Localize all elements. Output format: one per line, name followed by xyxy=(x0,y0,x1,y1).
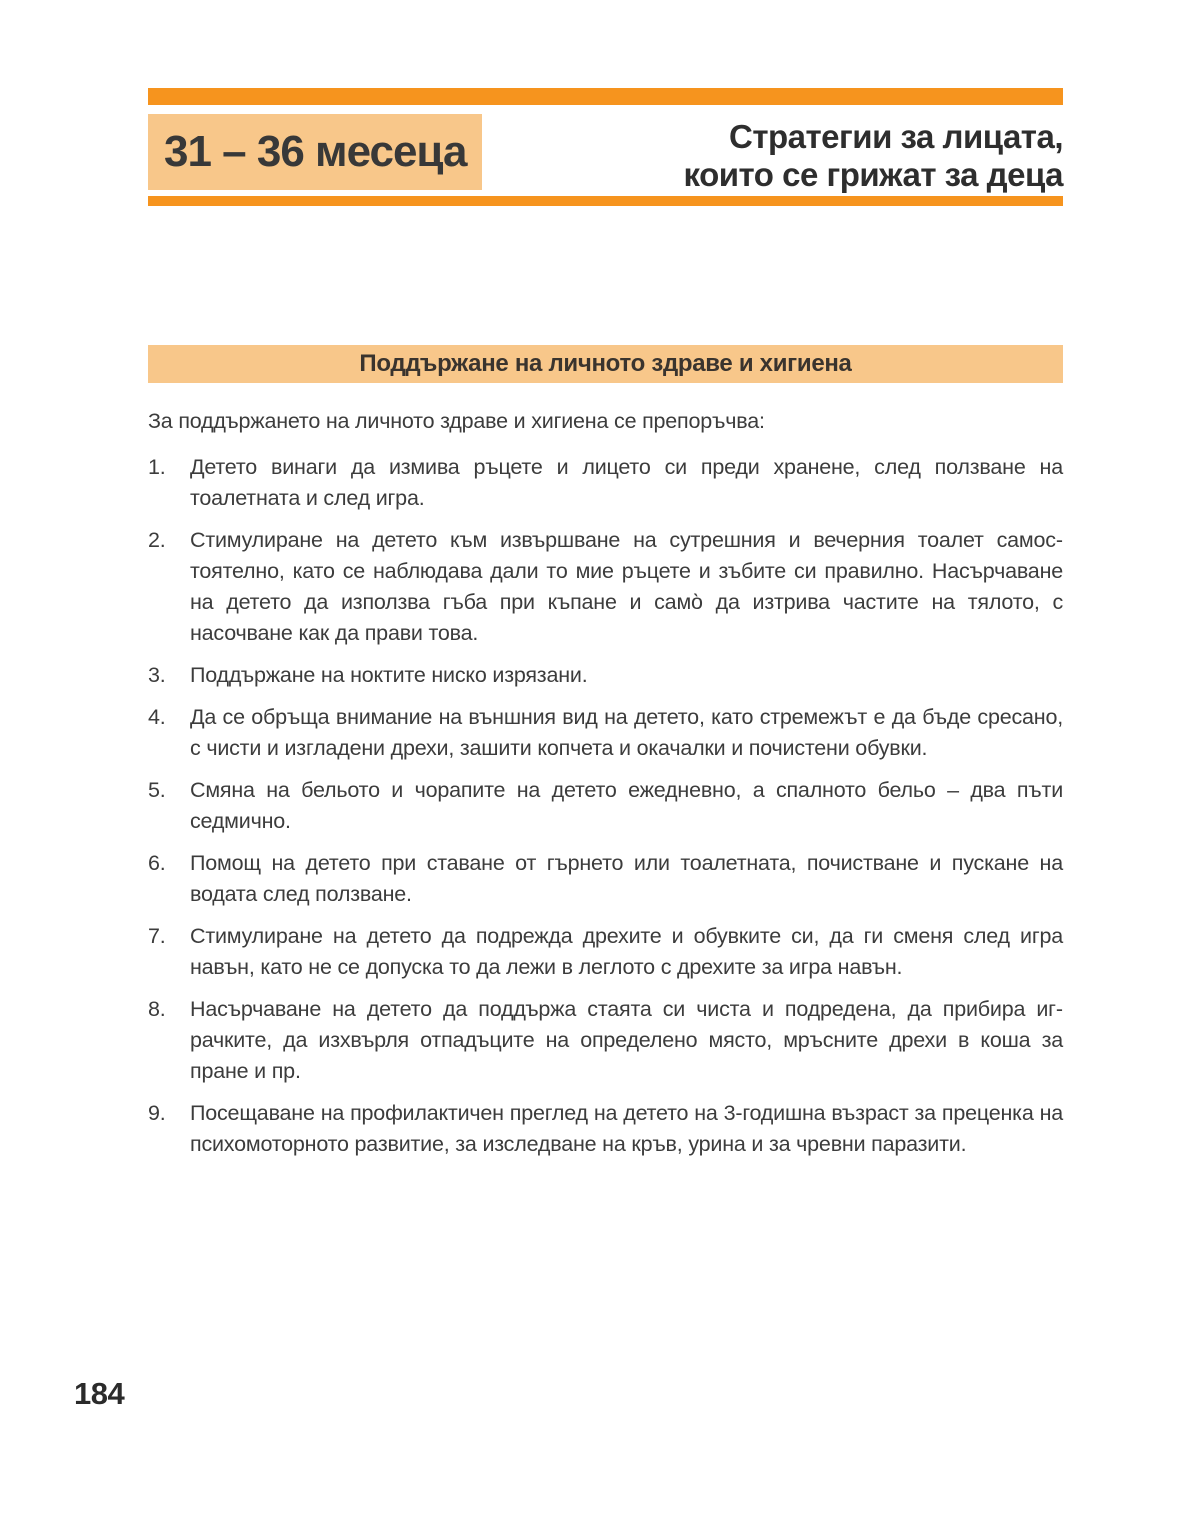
list-item xyxy=(148,921,1063,983)
list-item xyxy=(148,994,1063,1087)
intro-paragraph: За поддържането на личното здраве и хигиена се препоръчва: xyxy=(148,409,765,433)
page-number: 184 xyxy=(74,1376,125,1411)
list-item-text: Посещаване на профилактичен преглед на детето на 3-годишна възраст за преценка на психомоторното развитие, за изследване на кръв, урина и за чревни паразити. xyxy=(190,1101,1063,1156)
age-range-badge: 31 – 36 месеца xyxy=(148,114,482,190)
list-item xyxy=(148,1098,1063,1160)
list-item-number: 3. xyxy=(148,663,166,687)
list-item-number: 5. xyxy=(148,778,166,802)
list-item xyxy=(148,660,1063,691)
section-heading: Поддържане на личното здраве и хигиена xyxy=(148,345,1063,383)
page-title xyxy=(684,114,1063,194)
section-content xyxy=(148,406,1063,1171)
care-list xyxy=(148,452,1063,1160)
list-item xyxy=(148,848,1063,910)
list-item-text: Помощ на детето при ставане от гърнето или тоалетната, почистване и пускане на водата след ползване. xyxy=(190,851,1063,906)
list-item-number: 4. xyxy=(148,705,166,729)
list-item xyxy=(148,525,1063,649)
list-item xyxy=(148,702,1063,764)
list-item-number: 6. xyxy=(148,851,166,875)
list-item-text: Детето винаги да измива ръцете и лицето си преди хранене, след ползване на тоалетната и след игра. xyxy=(190,455,1063,510)
list-item-text: Стимулиране на детето да подрежда дрехите и обувките си, да ги сменя след игра навън, като не се допуска то да лежи в леглото с дрехите за игра навън. xyxy=(190,924,1063,979)
page-title-line1: Стратегии за лицата, xyxy=(729,118,1063,155)
list-item-text: Поддържане на ноктите ниско изрязани. xyxy=(190,663,588,687)
list-item-number: 2. xyxy=(148,528,166,552)
list-item xyxy=(148,452,1063,514)
list-item-number: 8. xyxy=(148,997,166,1021)
list-item-number: 1. xyxy=(148,455,166,479)
list-item-number: 7. xyxy=(148,924,166,948)
list-item-text: Да се обръща внимание на външния вид на детето, като стремежът е да бъде сресано, с чисти и изгладени дрехи, зашити копчета и окачалки и почистени обувки. xyxy=(190,705,1063,760)
list-item xyxy=(148,775,1063,837)
list-item-text: Стимулиране на детето към извършване на сутрешния и вечерния тоалет самостоятелно, като се наблюдава дали то мие ръцете и зъбите си правилно. Насърчаване на детето да използва гъба при къпане и само̀ да изтрива частите на тялото, с насочване как да прави това. xyxy=(190,528,1063,645)
list-item-number: 9. xyxy=(148,1101,166,1125)
header-underline-bar xyxy=(148,196,1063,206)
page-title-line2: които се грижат за деца xyxy=(683,156,1063,193)
page-header xyxy=(148,114,1063,194)
list-item-text: Смяна на бельото и чорапите на детето ежедневно, а спалното бельо – два пъти седмично. xyxy=(190,778,1063,833)
top-accent-bar xyxy=(148,88,1063,105)
list-item-text: Насърчаване на детето да поддържа стаята си чиста и подредена, да прибира играчките, да изхвърля отпадъците на определено място, мръсните дрехи в коша за пране и пр. xyxy=(190,997,1063,1083)
